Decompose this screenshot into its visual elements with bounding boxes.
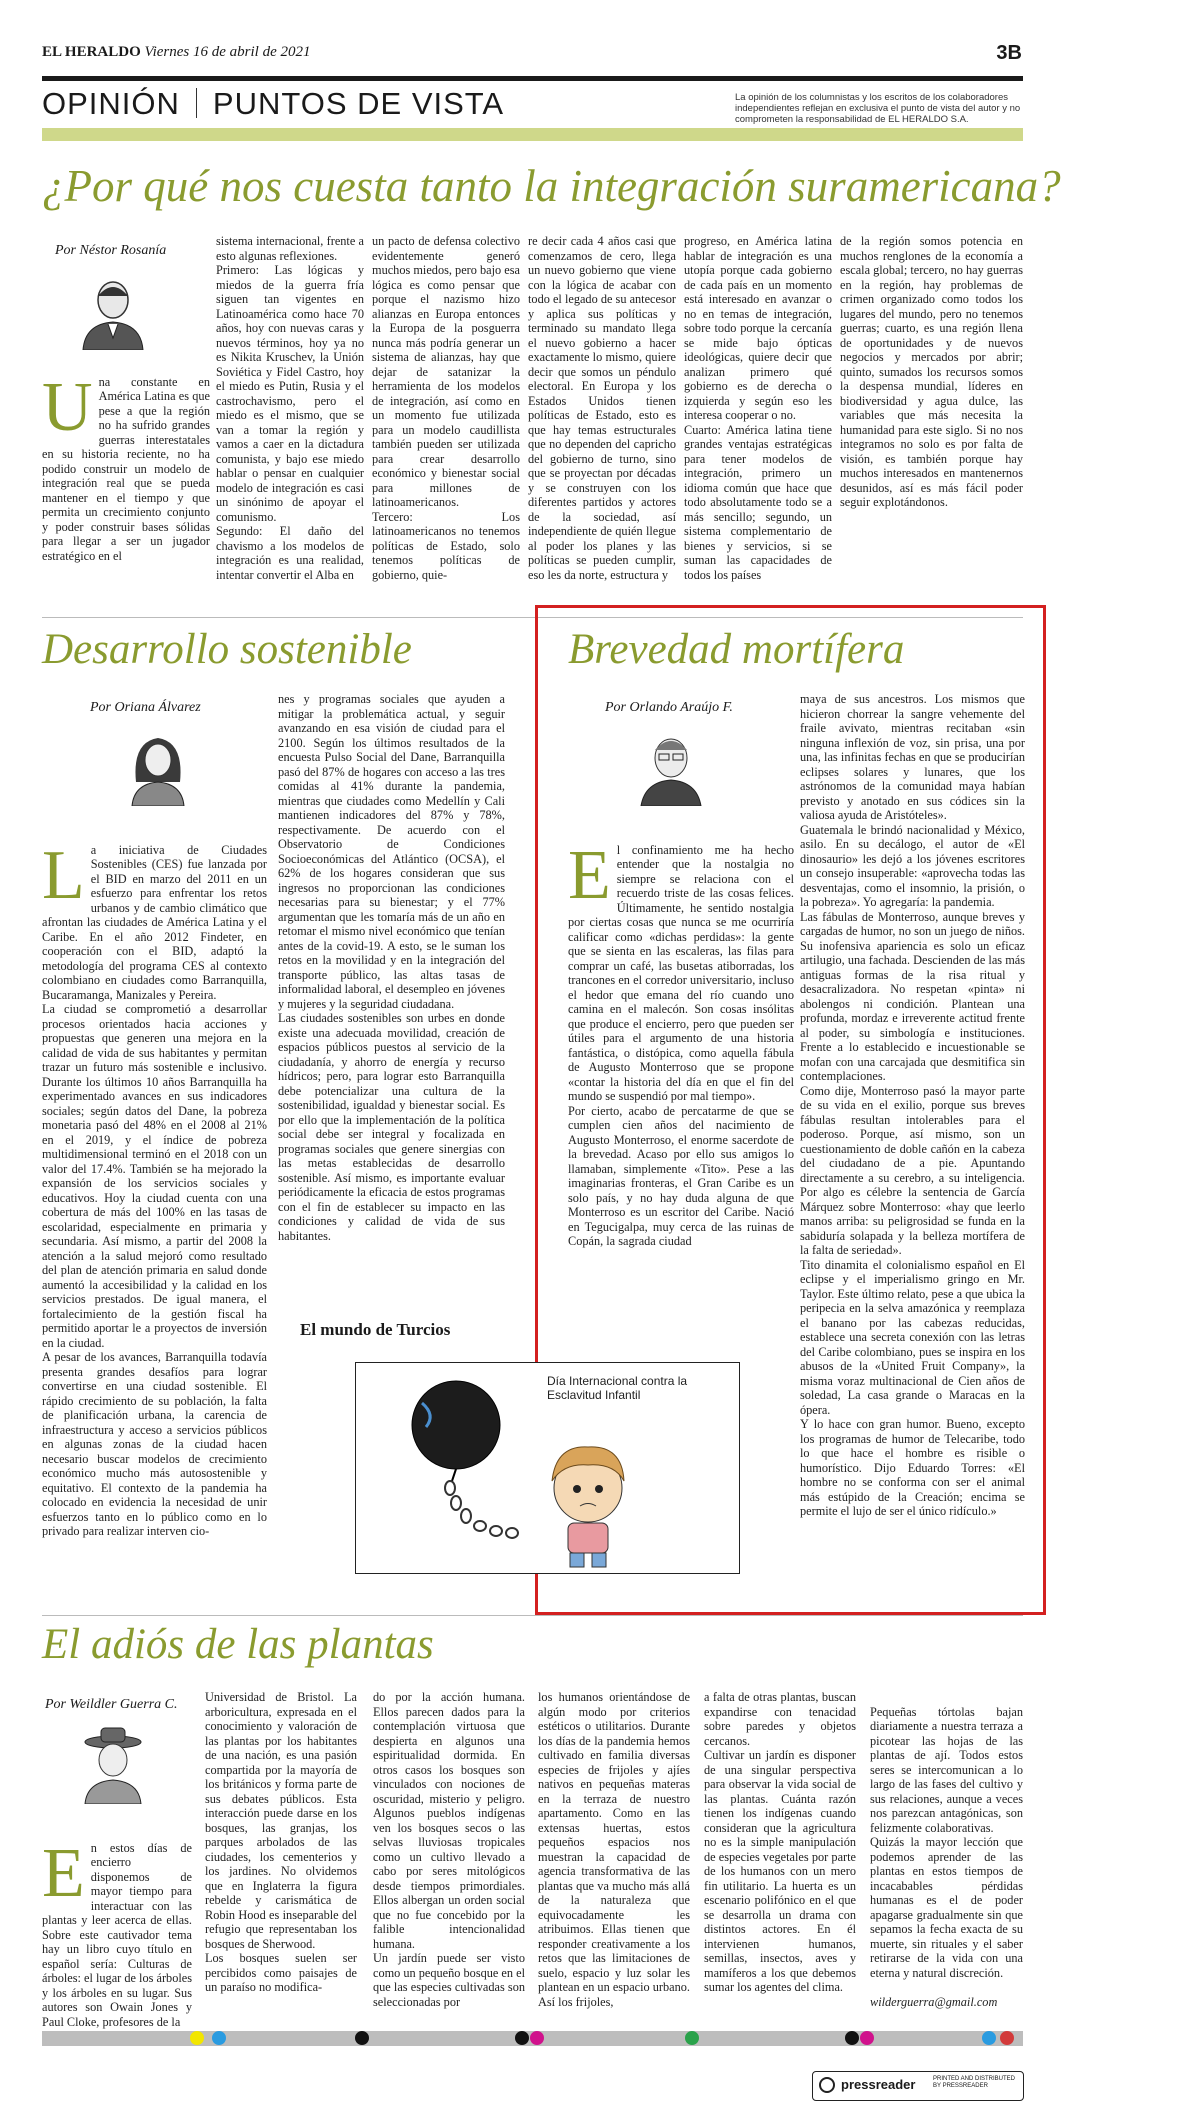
author-portrait	[631, 722, 711, 811]
article-column: nes y programas sociales que ayuden a mitigar la problemática actual, y seguir avanzando en esa visión de ciudad para el 2100. Según los últimos resultados de la encuesta Pulso Social del Dane, Barranquilla pasó del 87% de hogares con acceso a las tres comidas al 41% durante la pandemia, mientras que ciudades como Medellín y Cali mantienen indicadores del 87% y 78%, respectivamente. De acuerdo con el Observatorio de Condiciones Socioeconómicas del Atlántico (OCSA), el 62% de los hogares consideran que sus ingresos no proporcionan las condiciones necesarias para su bienestar; y el 77% argumentan que les tomaría más de un año en retomar el mismo nivel económico que tenían antes de la covid-19. A esto, se le suman los retos en la movilidad y en la integración del transporte público, las altas tasas de informalidad laboral, el desempleo en jóvenes y mujeres y la seguridad ciudadana. Las ciudades sostenibles son urbes en donde existe una adecuada movilidad, creación de espacios públicos puestos al servicio de la ciudadanía, y ahorro de energía y recurso hídricos; pero, para lograr esto Barranquilla debe potencializar una cultura de la sostenibilidad, igualdad y bienestar social. Es por ello que la implementación de la política social debe ser integral y focalizada en programas sociales que genere sinergias con las metas establecidas de desarrollo sostenible. Así mismo, es importante evaluar periódicamente la eficacia de estos programas con el fin de establecer su impacto en las condiciones y calidad de vida de sus habitantes.	[278, 692, 505, 1243]
article-column	[568, 828, 794, 1249]
article-column: progreso, en América latina hablar de integración es una utopía porque cada gobierno de cada país en un momento está interesado en avanzar o no en temas de integración, sobre todo porque la cercanía se mide bajo ópticas ideológicas, quiere decir que analizan primero qué gobierno es de derecha o izquierda y según eso les interesa cooperar o no. Cuarto: América latina tiene grandes ventajas estratégicas para tener modelos de integración, primero un idioma común que hace que todo absolutamente todo se a más sencillo; segundo, un sistema complementario de bienes y servicios, si se suman las capacidades de todos los países	[684, 234, 832, 582]
masthead-rule	[42, 76, 1023, 81]
drop-cap: L	[42, 836, 85, 914]
article-column: maya de sus ancestros. Los mismos que hicieron chorrear la sangre vehemente del fraile avivato, mientras recitaban «sin ninguna inflexión de voz, sin prisa, una por una, las infinitas fechas en que se producirían eclipses solares y lunares, que los astrónomos de la comunidad maya habían previsto y anotado en sus códices sin la valiosa ayuda de Aristóteles». Guatemala le brindó nacionalidad y México, asilo. En su decálogo, el autor de «El dinosaurio» les dejó a los jóvenes escritores un consejo insuperable: «aprovecha todas las desventajas, como el insomnio, la prisión, o la pobreza». Yo agregaría: la pandemia. Las fábulas de Monterroso, aunque breves y cargadas de humor, no son un juego de niños. Su inofensiva apariencia es solo un eficaz artilugio, una fachada. Descienden de las más antiguas formas de la risa ritual y desacralizadora. No respetan «pinta» ni abolengos ni condición. Plantean una profunda, mordaz e irreverente actitud frente al poder, su simbología e instituciones. Frente a lo establecido e incuestionable se mofan con una carcajada que desmitifica sin contemplaciones. Como dije, Monterroso pasó la mayor parte de su vida en el exilio, porque sus breves fábulas resultan intolerables para el poderoso. Porque, así mismo, son un cuestionamiento de doble cañón en la cabeza del ciudadano de a pie. Apuntando directamente a su cerebro, a su inteligencia. Por algo es célebre la sentencia de García Márquez sobre Monterroso: «hay que leerlo manos arriba: su peligrosidad se funda en la sabiduría solapada y la belleza mortífera de la falta de seriedad». Tito dinamita el colonialismo español en El eclipse y el imperialismo gringo en Mr. Taylor. Este último relato, pese a que ubica la peripecia en la selva amazónica y reemplaza el banano por las cabezas reducidas, establece una secreta conexión con las letras del Caribe colombiano, pues se inspira en los abusos de la «United Fruit Company», la misma voraz multinacional de Cien años de soledad, La casa grande o Maracas en la ópera. Y lo hace con gran humor. Bueno, excepto los programas de humor de Telecaribe, todo lo que hace el hombre es risible o humorístico. Dijo Eduardo Torres: «El hombre no se conforma con ser el animal más estúpido de la Creación; encima se permite el lujo de ser el único ridículo.»	[800, 692, 1025, 1518]
article-column	[42, 828, 267, 1539]
column-text: l confinamiento me ha hecho entender que la nostalgia no siempre se relaciona con el recuerdo triste de las cosas felices. Últimamente, he sentido nostalgia por ciertas cosas que nunca se me ocurriría calificar como «dichas perdidas»: la gente que se sienta en las escaleras, las filas para comprar un café, las busetas atiborradas, los trancones en el corredor universitario, incluso el hedor que emana del río cuando uno camina en el malecón. Son cosas insólitas que produce el encierro, pero que pueden ser útiles para el argumento de una historia fantástica, o distópica, como aquella fábula de Augusto Monterroso que se propone «contar la historia del día en que el fin del mundo se suspendió por mal tiempo». Por cierto, acabo de percatarme de que se cumplen cien años del nacimiento de Augusto Monterroso, el enorme sacerdote de la brevedad. Acaso por ello sus amigos lo llamaban, simplemente «Tito». Pese a las imaginarias fronteras, el Gran Caribe es un solo país, y no hay duda alguna de que Monterroso es un escritor del Caribe. Nació en Tegucigalpa, muy cerca de las ruinas de Copán, la sagrada ciudad	[568, 842, 794, 1248]
section-name: OPINIÓN	[42, 86, 180, 121]
article-column: re decir cada 4 años casi que comenzamos de cero, llega un nuevo gobierno que viene con la lógica de acabar con todo el legado de su antecesor y aplica sus políticas y terminado su mandato llega el nuevo gobierno a hacer exactamente lo mismo, quiere decir que somos un péndulo electoral. En Europa y los Estados Unidos tienen políticas de Estado, esto es que hay temas estructurales que no dependen del capricho del gobierno de turno, sino que se proyectan por décadas y se construyen con los diferentes partidos y actores de la sociedad, así independiente de quién llegue al poder los planes y las políticas se pueden cumplir, eso les da norte, estructura y	[528, 234, 676, 582]
registration-dot	[515, 2031, 529, 2045]
article-headline: Desarrollo sostenible	[42, 626, 412, 673]
pressreader-small-print: PRINTED AND DISTRIBUTED BY PRESSREADER	[933, 2076, 1016, 2089]
drop-cap: U	[42, 368, 93, 446]
byline: Por Orlando Araújo F.	[605, 700, 733, 715]
section-divider	[196, 88, 197, 118]
registration-dot	[845, 2031, 859, 2045]
registration-dot	[860, 2031, 874, 2045]
article-column: do por la acción humana. Ellos parecen dados para la contemplación virtuosa que despierta en algunos una espiritualidad dormida. En otros casos los bosques son vinculados con nociones de oscuridad, misterio y peligro. Algunos pueblos indígenas ven los bosques secos o las selvas lluviosas tropicales como un cultivo llevado a cabo por seres mitológicos desde tiempos primordiales. Ellos albergan un orden social que no fue concebido por la falible intencionalidad humana. Un jardín puede ser visto como un pequeño bosque en el que las especies cultivadas son seleccionadas por	[373, 1690, 525, 2009]
issue-date: Viernes 16 de abril de 2021	[144, 44, 311, 60]
section-header	[42, 86, 504, 122]
article-column: de la región somos potencia en muchos renglones de la economía a escala global; tercero, no hay guerras en la región, hay problemas de crimen organizado como todos los lugares del mundo, pero no tenemos guerras; cuarto, es una región llena de oportunidades y de nuevos negocios y mercados por abrir; quinto, sumados los recursos somos la despensa mundial, líderes en biodiversidad y agua dulce, las variables que más necesita la humanidad para este siglo. Si no nos integramos no solo es por falta de visión, es también porque hay muchos interesados en mantenernos desunidos, así es más fácil poder seguir explotándonos.	[840, 234, 1024, 509]
byline: Por Oriana Álvarez	[90, 700, 201, 715]
column-text: n estos días de encierro disponemos de mayor tiempo para interactuar con las plantas y leer acerca de ellas. Sobre este cautivador tema hay un libro cuyo título en español sería: Culturas de árboles: el lugar de los árboles y los árboles en su lugar. Sus autores son Owain Jones y Paul Cloke, profesores de la	[42, 1840, 192, 2029]
registration-dot	[685, 2031, 699, 2045]
masthead	[42, 44, 310, 61]
cartoon-caption: Día Internacional contra la Esclavitud Infantil	[547, 1374, 688, 1402]
byline: Por Néstor Rosanía	[55, 243, 167, 258]
registration-dot	[530, 2031, 544, 2045]
author-email: wilderguerra@gmail.com	[870, 1994, 998, 2009]
page-number: 3B	[996, 42, 1022, 64]
article-column: a falta de otras plantas, buscan expandirse con tenacidad sobre paredes y objetos cercanos. Cultivar un jardín es disponer de una singular perspectiva para observar la vida social de las plantas. Cuánta razón tienen los indígenas cuando consideran que la agricultura no es la simple manipulación de especies vegetales por parte de los humanos con un mero fin utilitario. La huerta es un escenario polifónico en el que se desarrolla un drama con distintos actores. En él intervienen humanos, semillas, insectos, aves y mamíferos a los que debemos sumar los agentes del clima.	[704, 1690, 856, 1994]
article-headline: Brevedad mortífera	[568, 626, 905, 673]
article-column	[42, 360, 210, 563]
registration-dot	[1000, 2031, 1014, 2045]
drop-cap: E	[42, 1834, 85, 1912]
registration-dot	[190, 2031, 204, 2045]
section-divider-line	[42, 1615, 1023, 1616]
pressreader-badge	[812, 2071, 1024, 2101]
author-portrait	[73, 1720, 153, 1809]
column-text: na constante en América Latina es que pese a que la región no ha sufrido grandes guerras interestatales en su historia reciente, no ha podido construir un modelo de integración real que se pueda mantener en el tiempo y que permita un crecimiento conjunto y poder construir bases sólidas para llegar a ser un jugador estratégico en el	[42, 374, 210, 563]
registration-dot	[982, 2031, 996, 2045]
editorial-disclaimer: La opinión de los columnistas y los escritos de los colaboradores independientes reflejan en exclusiva el punto de vista del autor y no comprometen la responsabilidad de EL HERALDO S.A.	[735, 92, 1021, 125]
column-text: a iniciativa de Ciudades Sostenibles (CES) fue lanzada por el BID en marzo del 2011 en un esfuerzo para enfrentar los retos urbanos y de cambio climático que afrontan las ciudades de América Latina y el Caribe. En el año 2012 Findeter, en cooperación con el BID, adaptó la metodología del programa CES al contexto colombiano en ciudades como Barranquilla, Bucaramanga, Manizales y Pereira. La ciudad se comprometió a desarrollar procesos orientados hacia acciones y propuestas que generen una mejora en la calidad de vida de sus habitantes y permitan trazar un futuro más sostenible e inclusivo. Durante los últimos 10 años Barranquilla ha experimentado avances en sus indicadores sociales; según datos del Dane, la pobreza monetaria pasó del 48% en el 2008 al 21% en el 2019, y el índice de pobreza multidimensional terminó en el 2018 con un valor del 17.4%. También se ha mejorado la expansión de los servicios sociales y educativos. Hoy la ciudad cuenta con una cobertura de más del 100% en las tasas de escolaridad, especialmente en primaria y secundaria. Así mismo, a partir del 2008 la atención a la salud mejoró como resultado del plan de atención primaria en salud donde aumentó la accesibilidad y la calidad en los servicios prestados. De igual manera, el fortalecimiento de la gestión fiscal ha permitido aportar le a proyectos de inversión en la ciudad. A pesar de los avances, Barranquilla todavía presenta grandes desafíos para lograr convertirse en una ciudad sostenible. El rápido crecimiento de su población, la falta de planificación urbana, la carencia de infraestructura y acceso a servicios públicos en algunas zonas de la ciudad hacen necesario buscar modelos de crecimiento económico mucho más autosostenible y equitativo. El contexto de la pandemia ha colocado en evidencia la necesidad de unir esfuerzos tanto en lo público como en lo privado para realizar interven cio-	[42, 842, 267, 1538]
article-column	[870, 1690, 1023, 2009]
byline: Por Weildler Guerra C.	[45, 1697, 178, 1712]
article-headline: ¿Por qué nos cuesta tanto la integración suramericana?	[42, 161, 1061, 211]
registration-dot	[212, 2031, 226, 2045]
section-subtitle: PUNTOS DE VISTA	[212, 86, 505, 121]
section-band	[42, 128, 1023, 141]
article-column: los humanos orientándose de algún modo por criterios estéticos o utilitarios. Durante los días de la pandemia hemos cultivado en familia diversas especies de frijoles y ajíes nativos en pequeñas materas en la terraza de nuestro apartamento. Como en las extensas huertas, estos pequeños espacios nos muestran la capacidad de agencia transformativa de las plantas que va mucho más allá de la naturaleza que equivocadamente les atribuimos. Ellas tienen que responder creativamente a los retos que las limitaciones de suelo, espacio y luz solar les plantean en un espacio urbano. Así los frijoles,	[538, 1690, 690, 2009]
article-column: sistema internacional, frente a esto algunas reflexiones. Primero: Las lógicas y miedos de la guerra fría siguen tan vigentes en Latinoamérica como hace 70 años, hoy con nuevas caras y nuevos términos, hoy ya no es Nikita Kruschev, la Unión Soviética y Fidel Castro, hoy el miedo es Putin, Rusia y el castrochavismo, pero el miedo es el mismo, que se van a tomar la región y vamos a caer en la dictadura comunista, y bajo ese miedo hablar o pensar en cualquier modelo de integración es casi un sinónimo de apoyar el comunismo. Segundo: El daño del chavismo a los modelos de integración es una realidad, intentar convertir el Alba en	[216, 234, 364, 582]
newspaper-name: EL HERALDO	[42, 44, 141, 60]
pressreader-label: pressreader	[841, 2077, 916, 2092]
article-column: Universidad de Bristol. La arboricultura, expresada en el conocimiento y valoración de las plantas por los habitantes de una nación, es una pasión compartida por la mayoría de los británicos y forma parte de sus debates públicos. Esta interacción puede darse en los bosques, las granjas, los parques arbolados de las ciudades, los cementerios y los jardines. No olvidemos que en Inglaterra la figura rebelde y carismática de Robin Hood es inseparable del refugio que representaban los bosques de Sherwood. Los bosques suelen ser percibidos como paisajes de un paraíso no modifica-	[205, 1690, 357, 1994]
article-column	[42, 1826, 192, 2029]
pressreader-icon	[819, 2077, 835, 2093]
article-column: un pacto de defensa colectivo evidentemente generó muchos miedos, pero bajo esa lógica es como pensar que porque el nazismo hizo alianzas en Europa entonces la Europa de la posguerra nunca más podría generar un sistema de alianzas, hay que dejar de satanizar la herramienta de los modelos de integración, así como en un momento fue utilizada para un modelo caudillista también pueden ser utilizada para crear desarrollo económico y bienestar social para millones de latinoamericanos. Tercero: Los latinoamericanos no tenemos políticas de Estado, solo tenemos políticas de gobierno, quie-	[372, 234, 520, 582]
column-text: Pequeñas tórtolas bajan diariamente a nuestra terraza a picotear las hojas de las plantas de ají. Todos estos seres se intercomunican a lo largo de las fases del cultivo y sus relaciones, aunque a veces nos parezcan antagónicas, son felizmente colaborativas. Quizás la mayor lección que podemos aprender de las plantas en estos tiempos de incacabables pérdidas humanas es el de poder apagarse gradualmente sin que sepamos la fecha exacta de su muerte, sin rituales y el saber retirarse de la vida con una eterna y natural discreción.	[870, 1704, 1023, 1980]
registration-dot	[355, 2031, 369, 2045]
cartoon-heading: El mundo de Turcios	[300, 1320, 451, 1339]
author-portrait	[118, 722, 198, 811]
drop-cap: E	[568, 836, 611, 914]
article-headline: El adiós de las plantas	[42, 1621, 434, 1668]
author-portrait	[73, 266, 153, 355]
